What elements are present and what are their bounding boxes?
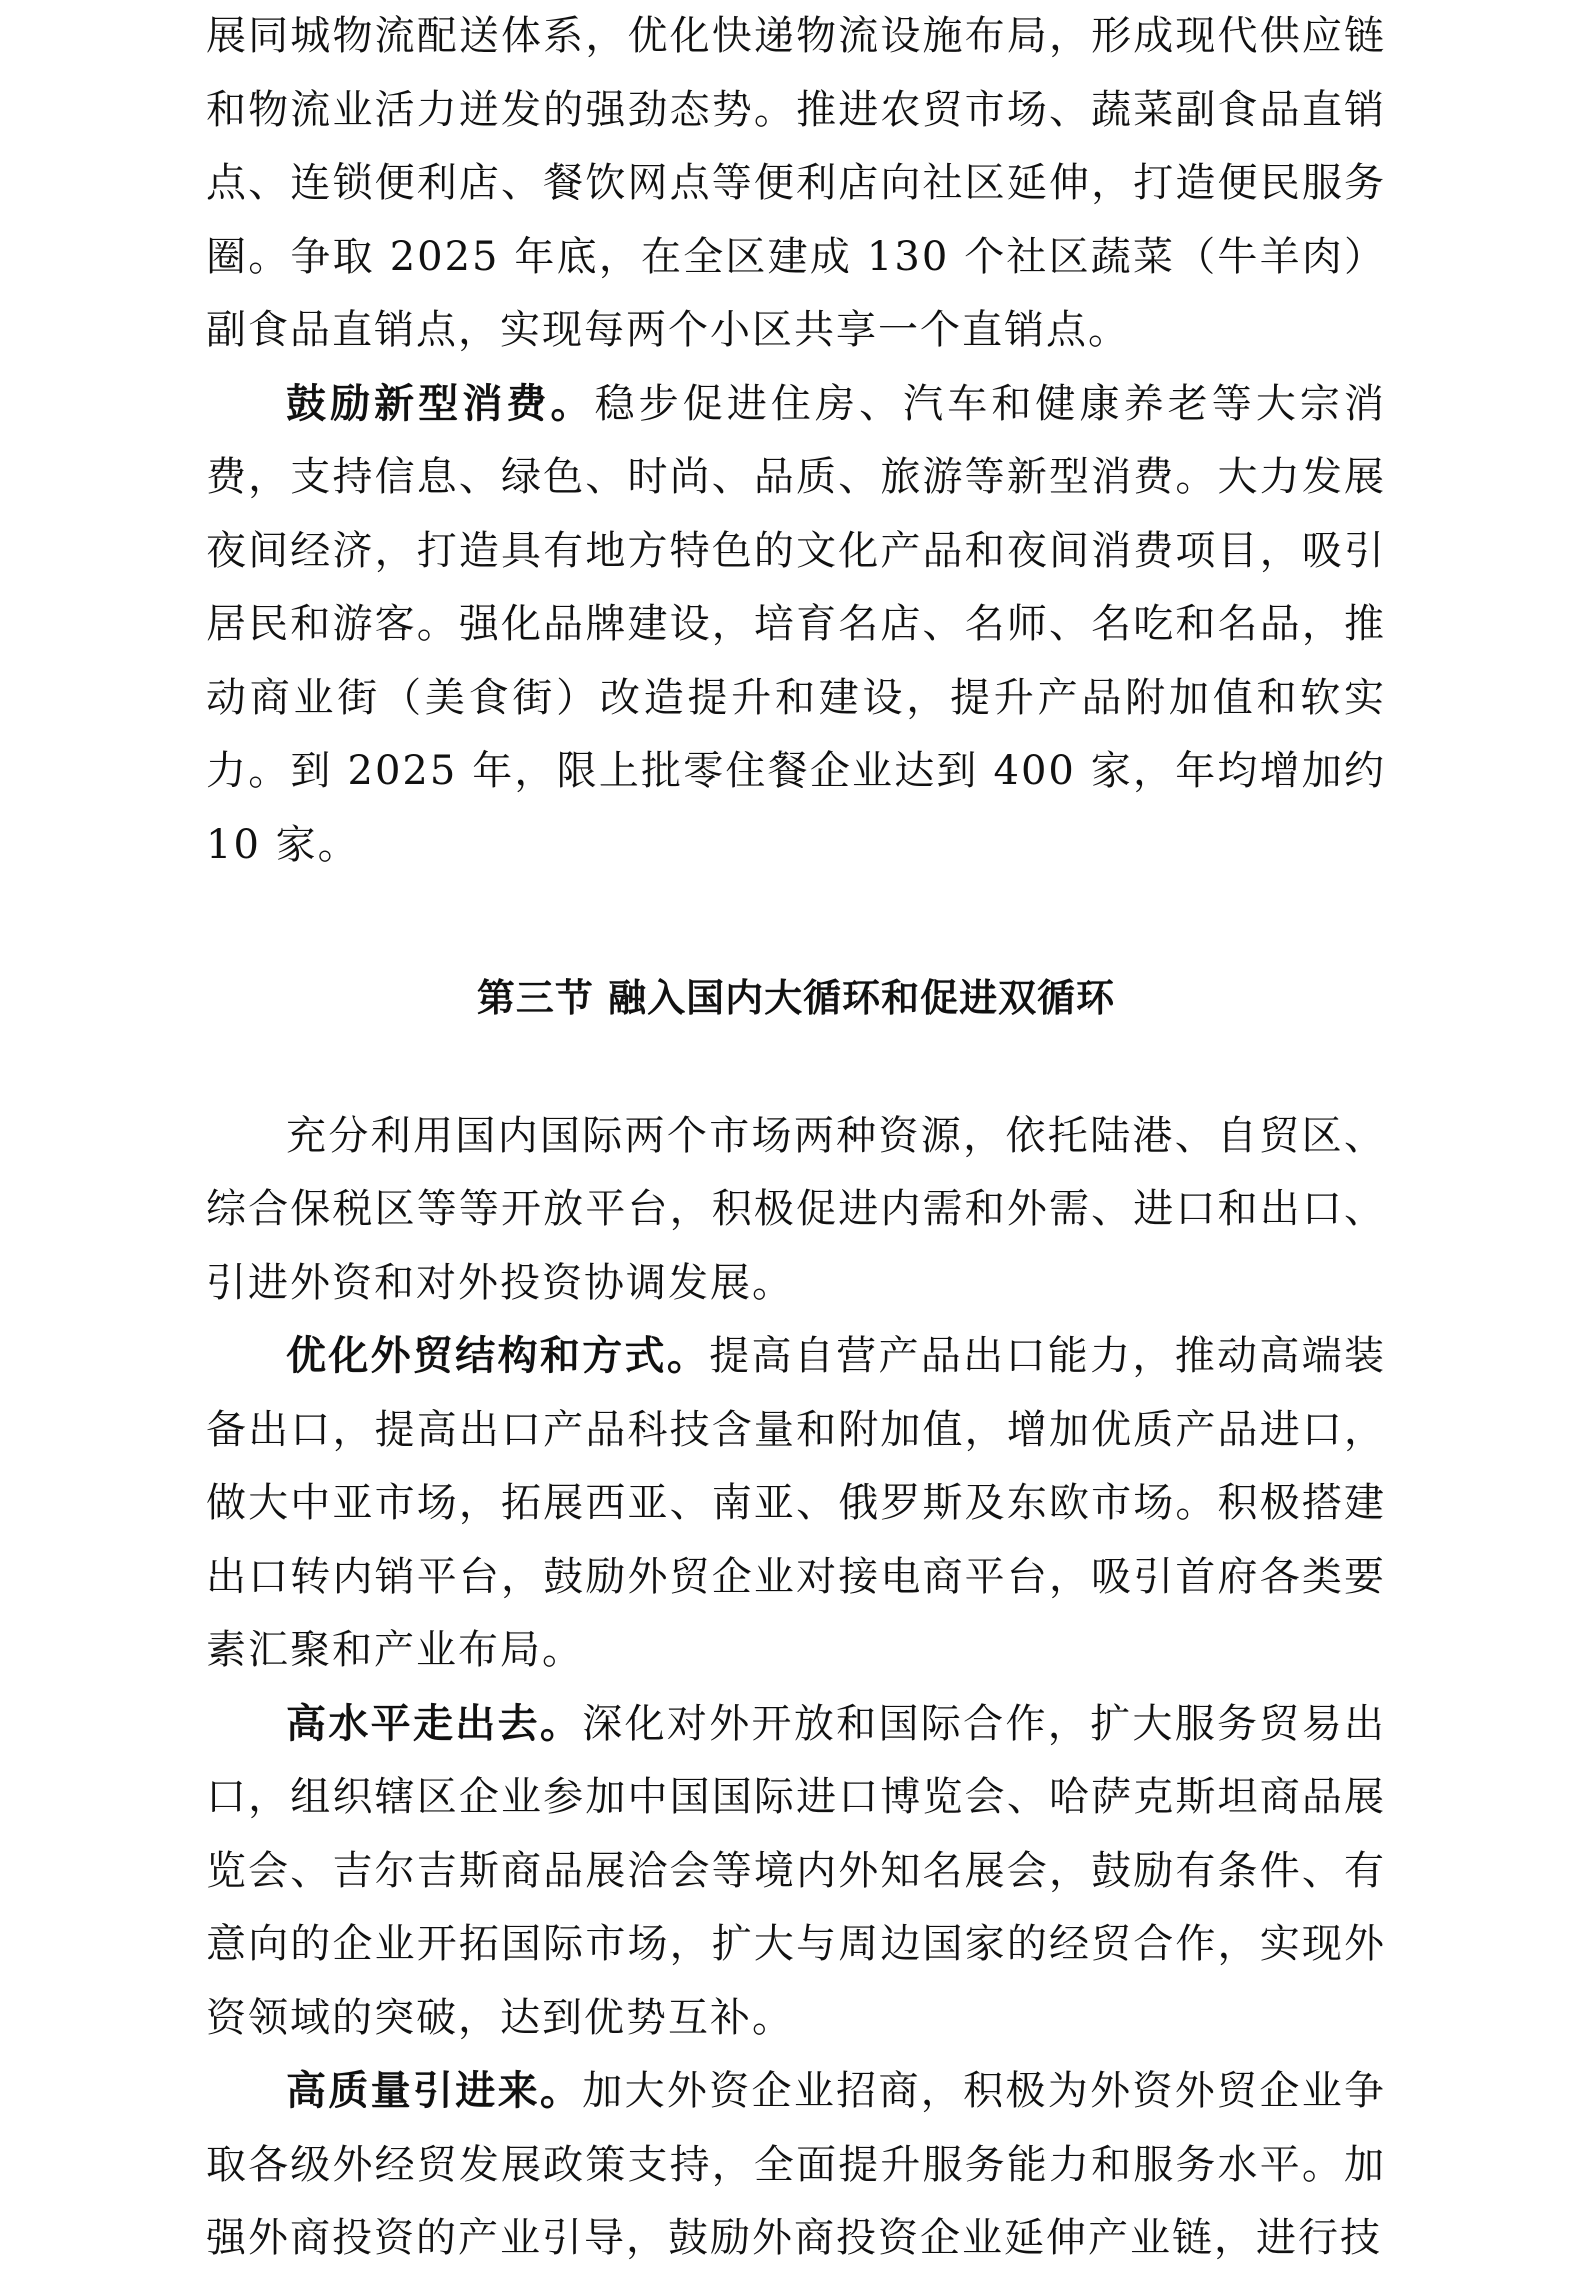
paragraph-lead-title: 高水平走出去。 (286, 1700, 583, 1747)
spacer (206, 882, 1386, 962)
spacer (206, 1036, 1386, 1100)
paragraph-lead-title: 优化外贸结构和方式。 (286, 1333, 710, 1379)
paragraph-going-out (206, 1688, 1386, 2056)
paragraph-foreign-trade (206, 1320, 1386, 1688)
paragraph-logistics (206, 0, 1386, 368)
paragraph-text: 充分利用国内国际两个市场两种资源，依托陆港、自贸区、综合保税区等等开放平台，积极促进内需和外需、进口和出口、引进外资和对外投资协调发展。 (206, 1112, 1386, 1306)
paragraph-text: 稳步促进住房、汽车和健康养老等大宗消费，支持信息、绿色、时尚、品质、旅游等新型消费。大力发展夜间经济，打造具有地方特色的文化产品和夜间消费项目，吸引居民和游客。强化品牌建设，培育名店、名师、名吃和名品，推动商业街（美食街）改造提升和建设，提升产品附加值和软实力。到 2025 年，限上批零住餐企业达到 400 家，年均增加约 10 家。 (206, 380, 1387, 868)
paragraph-bringing-in (206, 2055, 1386, 2276)
paragraph-lead-title: 高质量引进来。 (286, 2068, 583, 2114)
paragraph-text: 加大外资企业招商，积极为外资外贸企业争取各级外经贸发展政策支持，全面提升服务能力和服务水平。加强外商投资的产业引导，鼓励外商投资企业延伸产业链，进行技 (206, 2068, 1387, 2261)
paragraph-lead-title: 鼓励新型消费。 (286, 380, 595, 427)
section-heading: 第三节 融入国内大循环和促进双循环 (476, 976, 1116, 1020)
document-page (206, 0, 1386, 2276)
paragraph-text: 展同城物流配送体系，优化快递物流设施布局，形成现代供应链和物流业活力迸发的强劲态势。推进农贸市场、蔬菜副食品直销点、连锁便利店、餐饮网点等便利店向社区延伸，打造便民服务圈。争取 2025 年底，在全区建成 130 个社区蔬菜（牛羊肉）副食品直销点，实现每两个小区共享一个直销点。 (206, 13, 1386, 353)
paragraph-new-consumption (206, 368, 1386, 883)
paragraph-text: 提高自营产品出口能力，推动高端装备出口，提高出口产品科技含量和附加值，增加优质产品进口，做大中亚市场，拓展西亚、南亚、俄罗斯及东欧市场。积极搭建出口转内销平台，鼓励外贸企业对接电商平台，吸引首府各类要素汇聚和产业布局。 (206, 1333, 1387, 1673)
paragraph-text: 深化对外开放和国际合作，扩大服务贸易出口，组织辖区企业参加中国国际进口博览会、哈萨克斯坦商品展览会、吉尔吉斯商品展洽会等境内外知名展会，鼓励有条件、有意向的企业开拓国际市场，扩大与周边国家的经贸合作，实现外资领域的突破，达到优势互补。 (206, 1700, 1387, 2041)
paragraph-intro (206, 1100, 1386, 1321)
